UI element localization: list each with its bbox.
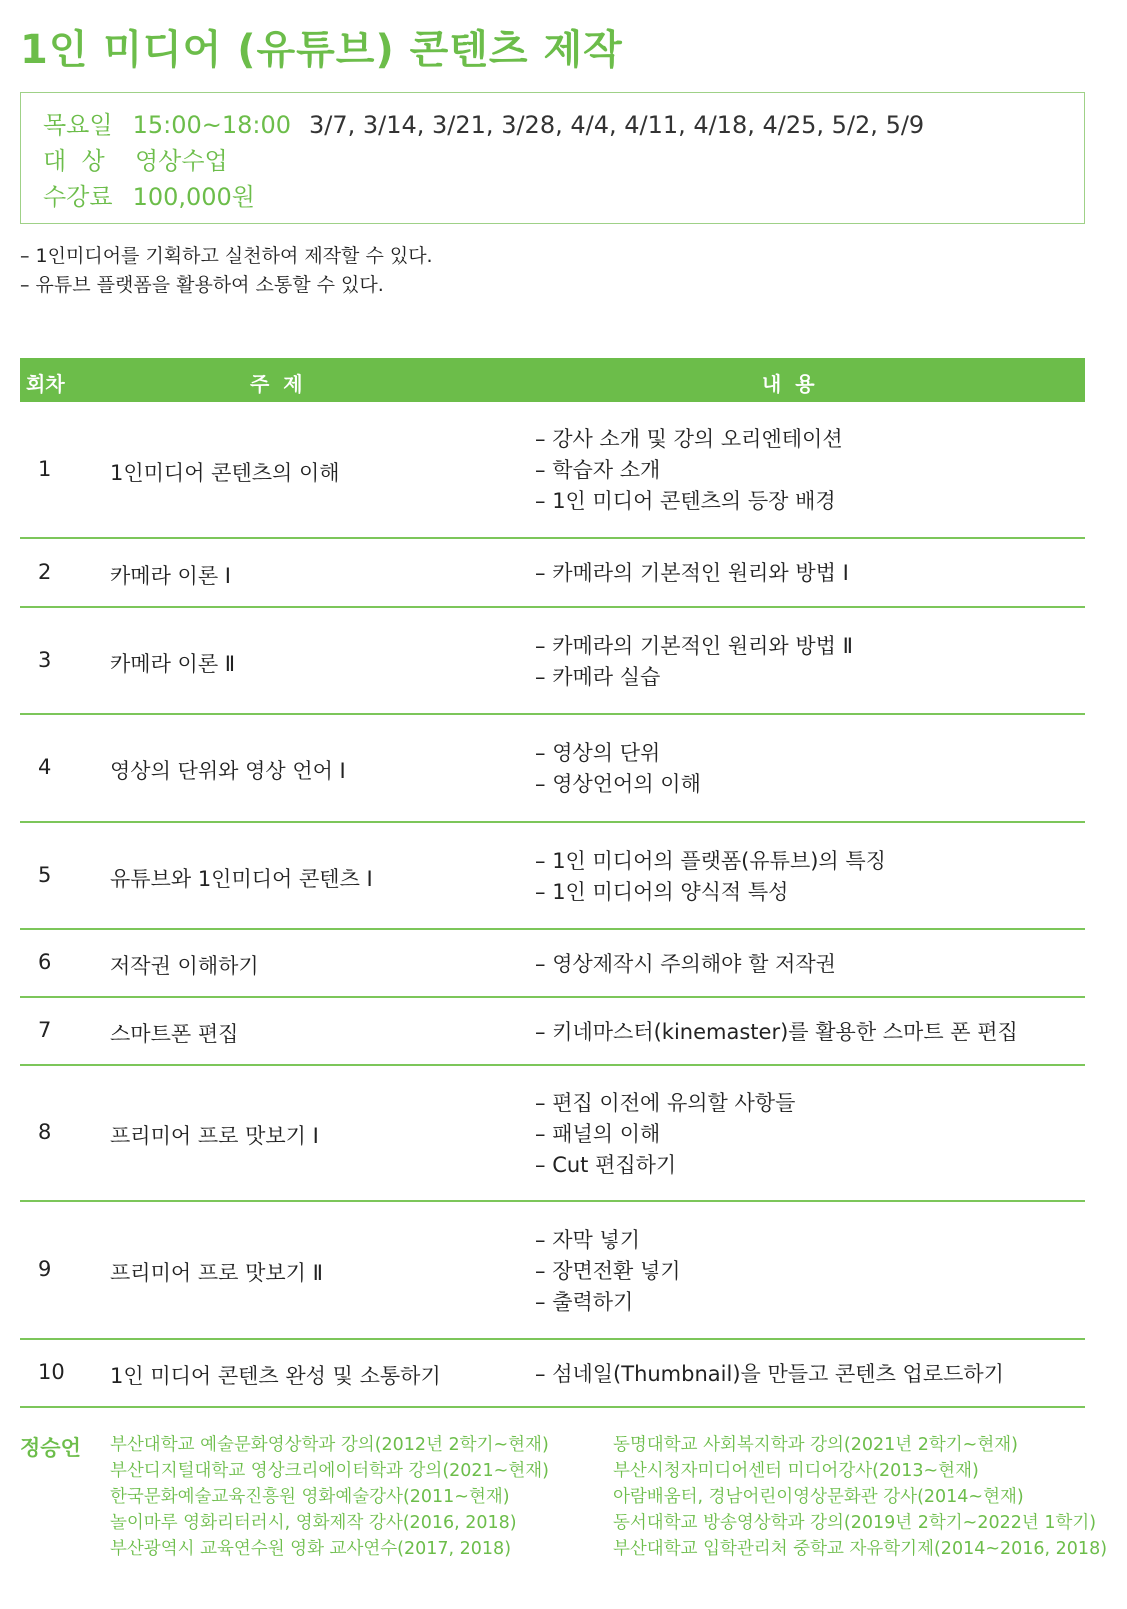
content-item: – 자막 넣기 bbox=[535, 1225, 681, 1256]
content-item: – 1인 미디어 콘텐츠의 등장 배경 bbox=[535, 486, 843, 517]
table-row bbox=[20, 1066, 1085, 1202]
session-number: 2 bbox=[38, 559, 52, 584]
session-topic: 카메라 이론 Ⅱ bbox=[110, 651, 236, 676]
schedule-line bbox=[43, 105, 924, 140]
table-row bbox=[20, 823, 1085, 930]
session-number: 4 bbox=[38, 755, 52, 779]
target-line bbox=[43, 141, 228, 176]
session-content bbox=[535, 1225, 681, 1318]
header-topic: 주 제 bbox=[250, 372, 303, 396]
content-item: – 카메라의 기본적인 원리와 방법 Ⅰ bbox=[535, 558, 849, 589]
session-topic: 프리미어 프로 맛보기 Ⅰ bbox=[110, 1124, 319, 1148]
day-label: 목요일 bbox=[43, 111, 113, 139]
career-item: 놀이마루 영화리터러시, 영화제작 강사(2016, 2018) bbox=[110, 1513, 517, 1533]
fee-value: 100,000원 bbox=[132, 183, 255, 211]
table-row bbox=[20, 608, 1085, 715]
table-row bbox=[20, 930, 1085, 998]
course-info-box bbox=[20, 92, 1085, 224]
table-row bbox=[20, 1202, 1085, 1340]
content-item: – 편집 이전에 유의할 사항들 bbox=[535, 1088, 795, 1119]
content-item: – 카메라 실습 bbox=[535, 662, 853, 693]
table-row bbox=[20, 715, 1085, 823]
content-item: – 장면전환 넣기 bbox=[535, 1256, 681, 1287]
career-item: 아람배움터, 경남어린이영상문화관 강사(2014~현재) bbox=[613, 1487, 1024, 1507]
content-item: – 1인 미디어의 양식적 특성 bbox=[535, 877, 886, 908]
session-content bbox=[535, 558, 849, 589]
career-item: 부산디지털대학교 영상크리에이터학과 강의(2021~현재) bbox=[110, 1461, 549, 1481]
session-content bbox=[535, 949, 836, 980]
goal-item: – 유튜브 플랫폼을 활용하여 소통할 수 있다. bbox=[20, 274, 384, 296]
session-topic: 유튜브와 1인미디어 콘텐츠 Ⅰ bbox=[110, 866, 373, 891]
content-item: – 영상언어의 이해 bbox=[535, 769, 701, 800]
content-item: – 패널의 이해 bbox=[535, 1119, 795, 1150]
career-item: 동명대학교 사회복지학과 강의(2021년 2학기~현재) bbox=[613, 1435, 1018, 1455]
content-item: – 학습자 소개 bbox=[535, 455, 843, 486]
session-topic: 1인 미디어 콘텐츠 완성 및 소통하기 bbox=[110, 1364, 441, 1388]
content-item: – 출력하기 bbox=[535, 1287, 681, 1318]
content-item: – 섬네일(Thumbnail)을 만들고 콘텐츠 업로드하기 bbox=[535, 1359, 1004, 1390]
session-topic: 카메라 이론 Ⅰ bbox=[110, 563, 231, 588]
fee-line bbox=[43, 177, 255, 212]
session-content bbox=[535, 424, 843, 517]
instructor-career-left bbox=[110, 1432, 549, 1562]
career-item: 부산대학교 입학관리처 중학교 자유학기제(2014~2016, 2018) bbox=[613, 1539, 1108, 1559]
career-item: 부산시청자미디어센터 미디어강사(2013~현재) bbox=[613, 1461, 979, 1481]
session-number: 9 bbox=[38, 1257, 52, 1281]
page-title: 1인 미디어 (유튜브) 콘텐츠 제작 bbox=[20, 27, 623, 73]
session-content bbox=[535, 738, 701, 800]
header-session: 회차 bbox=[26, 372, 65, 396]
career-item: 부산광역시 교육연수원 영화 교사연수(2017, 2018) bbox=[110, 1539, 512, 1559]
table-row bbox=[20, 998, 1085, 1066]
session-content bbox=[535, 1359, 1004, 1390]
session-topic: 1인미디어 콘텐츠의 이해 bbox=[110, 460, 340, 485]
content-item: – 1인 미디어의 플랫폼(유튜브)의 특징 bbox=[535, 846, 886, 877]
content-item: – 카메라의 기본적인 원리와 방법 Ⅱ bbox=[535, 631, 853, 662]
fee-label: 수강료 bbox=[43, 183, 113, 211]
dates-value: 3/7, 3/14, 3/21, 3/28, 4/4, 4/11, 4/18, 4/25, 5/2, 5/9 bbox=[309, 111, 925, 139]
session-content bbox=[535, 631, 853, 693]
session-content bbox=[535, 1017, 1018, 1048]
table-header bbox=[20, 358, 1085, 402]
session-topic: 영상의 단위와 영상 언어 Ⅰ bbox=[110, 759, 346, 783]
content-item: – 영상의 단위 bbox=[535, 738, 701, 769]
session-number: 5 bbox=[38, 862, 52, 887]
goal-item: – 1인미디어를 기획하고 실천하여 제작할 수 있다. bbox=[20, 245, 433, 267]
session-topic: 프리미어 프로 맛보기 Ⅱ bbox=[110, 1261, 323, 1285]
session-number: 8 bbox=[38, 1120, 52, 1144]
header-content: 내 용 bbox=[762, 372, 815, 396]
session-number: 3 bbox=[38, 647, 52, 672]
career-item: 한국문화예술교육진흥원 영화예술강사(2011~현재) bbox=[110, 1487, 510, 1507]
session-number: 10 bbox=[38, 1360, 65, 1384]
target-value: 영상수업 bbox=[135, 147, 228, 175]
career-item: 부산대학교 예술문화영상학과 강의(2012년 2학기~현재) bbox=[110, 1435, 549, 1455]
session-topic: 스마트폰 편집 bbox=[110, 1022, 239, 1046]
session-topic: 저작권 이해하기 bbox=[110, 954, 259, 978]
table-row bbox=[20, 1340, 1085, 1408]
instructor-career-right bbox=[613, 1432, 1107, 1562]
session-number: 1 bbox=[38, 456, 52, 481]
content-item: – 영상제작시 주의해야 할 저작권 bbox=[535, 949, 836, 980]
session-number: 6 bbox=[38, 950, 52, 974]
session-number: 7 bbox=[38, 1018, 52, 1042]
content-item: – 키네마스터(kinemaster)를 활용한 스마트 폰 편집 bbox=[535, 1017, 1018, 1048]
time-value: 15:00~18:00 bbox=[132, 111, 291, 139]
content-item: – Cut 편집하기 bbox=[535, 1150, 795, 1181]
career-item: 동서대학교 방송영상학과 강의(2019년 2학기~2022년 1학기) bbox=[613, 1513, 1097, 1533]
content-item: – 강사 소개 및 강의 오리엔테이션 bbox=[535, 424, 843, 455]
table-row bbox=[20, 402, 1085, 539]
session-content bbox=[535, 1088, 795, 1181]
session-content bbox=[535, 846, 886, 908]
instructor-name: 정승언 bbox=[20, 1436, 81, 1460]
target-label: 대 상 bbox=[43, 147, 105, 175]
table-row bbox=[20, 539, 1085, 608]
